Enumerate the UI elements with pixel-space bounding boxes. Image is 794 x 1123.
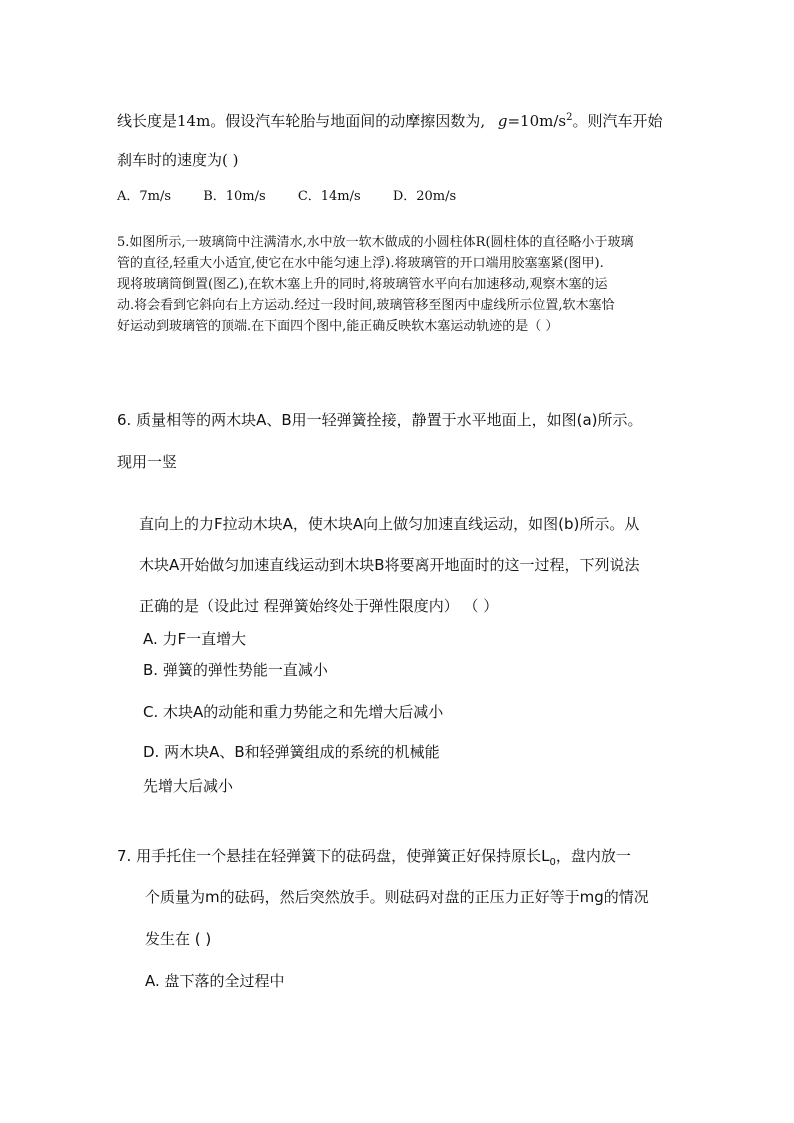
q6-stem-line-2: 现用一竖 — [117, 453, 178, 471]
q7-stem-line-2: 个质量为m的砝码，然后突然放手。则砝码对盘的正压力正好等于mg的情况 — [145, 888, 649, 906]
q5-stem-line-3: 现将玻璃筒倒置(图乙),在软木塞上升的同时,将玻璃管水平向右加速移动,观察木塞的运 — [117, 277, 608, 292]
q6-stem-line-3: 直向上的力F拉动木块A，使木块A向上做匀加速直线运动，如图(b)所示。从 — [139, 515, 640, 533]
q4-stem-text-c: 。则汽车开始 — [572, 112, 663, 130]
q4-gravity-symbol: g — [497, 112, 508, 130]
q4-stem-text-a: 线长度是14m。假设汽车轮胎与地面间的动摩擦因数为, — [117, 112, 486, 130]
q6-option-b: B. 弹簧的弹性势能一直减小 — [143, 661, 328, 679]
q6-option-d: D. 两木块A、B和轻弹簧组成的系统的机械能 — [143, 743, 440, 761]
q5-stem-line-5: 好运动到玻璃管的顶端.在下面四个图中,能正确反映软木塞运动轨迹的是（ ） — [117, 319, 559, 334]
q6-stem-line-5: 正确的是（设此过 程弹簧始终处于弹性限度内） （ ） — [139, 597, 499, 615]
q4-option-a: A．7m/s — [117, 189, 172, 204]
q6-stem-line-4: 木块A开始做匀加速直线运动到木块B将要离开地面时的这一过程，下列说法 — [139, 556, 640, 574]
q4-option-b: B．10m/s — [203, 189, 266, 204]
q6-option-c: C. 木块A的动能和重力势能之和先增大后减小 — [143, 703, 444, 721]
q5-stem-line-4: 动.将会看到它斜向右上方运动.经过一段时间,玻璃管移至图丙中虚线所示位置,软木塞恰 — [117, 298, 615, 313]
q7-length-subscript: 0 — [549, 857, 556, 868]
q5-stem-line-1: 5.如图所示,一玻璃筒中注满清水,水中放一软木做成的小圆柱体R(圆柱体的直径略小于玻璃 — [117, 235, 634, 250]
q7-option-a: A. 盘下落的全过程中 — [145, 972, 285, 990]
q4-option-c: C．14m/s — [297, 189, 361, 204]
q7-stem-line-3: 发生在 ( ) — [145, 930, 212, 948]
q7-stem-text-a: 7. 用手托住一个悬挂在轻弹簧下的砝码盘，使弹簧正好保持原长L — [117, 847, 550, 865]
q4-gravity-value: =10m/s — [507, 112, 567, 130]
q6-option-d-continued: 先增大后减小 — [143, 777, 234, 795]
q4-gravity-exponent: 2 — [566, 112, 573, 123]
q4-options — [117, 188, 456, 206]
q6-option-a: A. 力F一直增大 — [143, 630, 247, 648]
q7-stem-text-b: ，盘内放一 — [555, 847, 631, 865]
q7-stem-line-1 — [117, 846, 631, 873]
q4-stem-line-1 — [117, 108, 663, 131]
q6-stem-line-1: 6. 质量相等的两木块A、B用一轻弹簧拴接，静置于水平地面上，如图(a)所示。 — [117, 411, 643, 429]
q4-stem-line-2: 刹车时的速度为( ) — [117, 151, 239, 169]
q4-option-d: D．20m/s — [392, 189, 457, 204]
q5-stem-line-2: 管的直径,轻重大小适宜,使它在水中能匀速上浮).将玻璃管的开口端用胶塞塞紧(图甲). — [117, 256, 604, 271]
